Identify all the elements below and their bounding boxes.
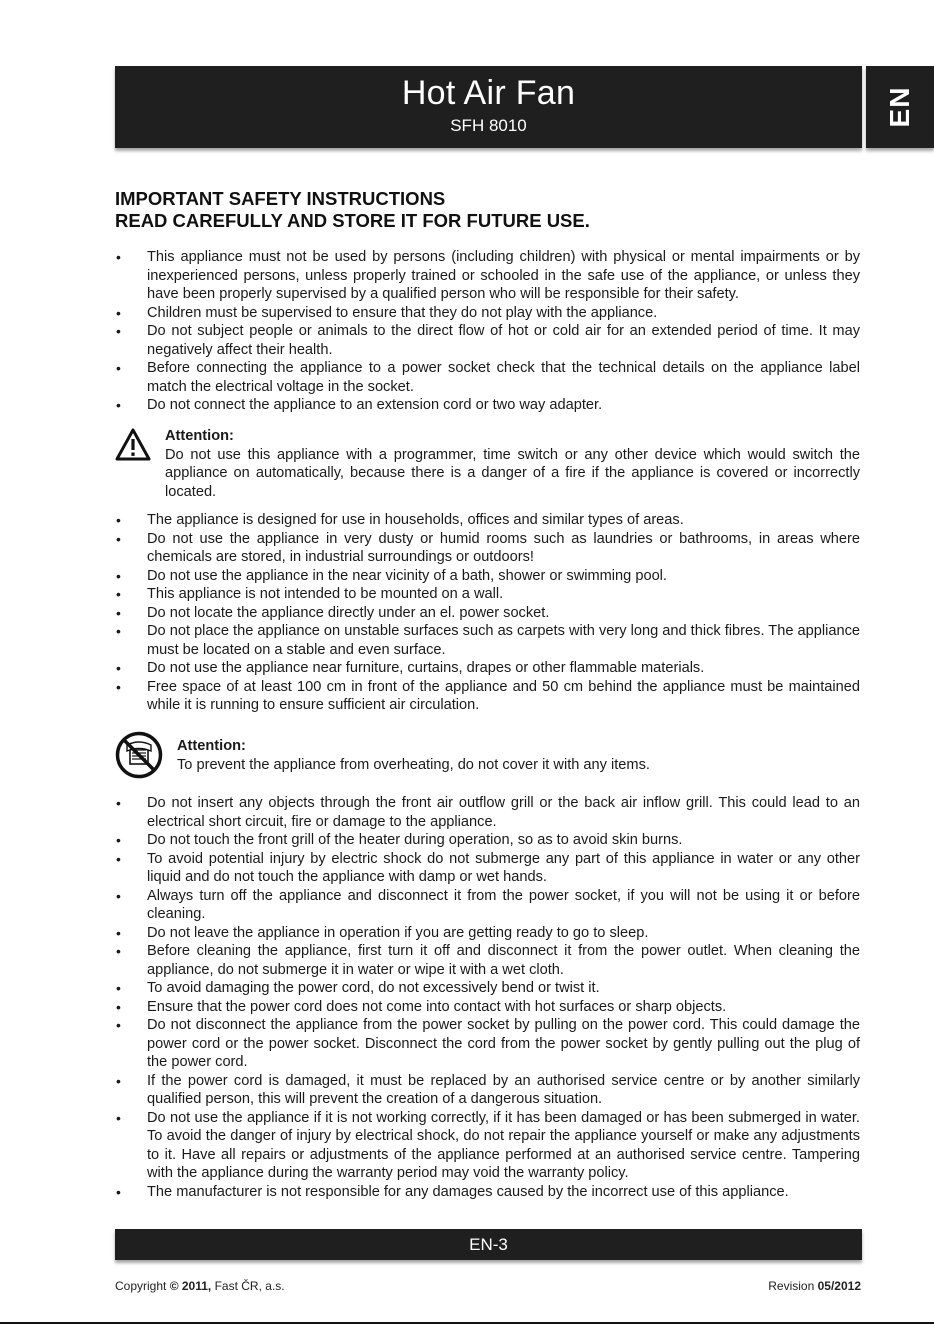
copyright-notice — [115, 1279, 285, 1293]
list-item: • Do not connect the appliance to an extension cord or two way adapter. — [115, 396, 860, 415]
safety-list-1 — [115, 248, 860, 415]
copyright-company: Fast ČR, a.s. — [214, 1279, 285, 1293]
safety-list-3 — [115, 794, 860, 1201]
safety-list-2 — [115, 511, 860, 715]
language-tab — [866, 66, 934, 148]
list-item: • To avoid potential injury by electric shock do not submerge any part of this appliance in water or any other liquid and do not touch the appliance with damp or wet hands. — [115, 850, 860, 887]
list-item: • If the power cord is damaged, it must be replaced by an authorised service centre or by another similarly qualified person, this will prevent the creation of a dangerous situation. — [115, 1072, 860, 1109]
warning-triangle-icon — [115, 428, 151, 466]
list-item: • Free space of at least 100 cm in front of the appliance and 50 cm behind the appliance must be maintained while it is running to ensure sufficient air circulation. — [115, 678, 860, 715]
list-item: • Ensure that the power cord does not come into contact with hot surfaces or sharp objects. — [115, 998, 860, 1017]
attention-notice-1 — [115, 427, 860, 501]
list-item: • This appliance must not be used by persons (including children) with physical or mental impairments or by inexperienced persons, unless properly trained or schooled in the safe use of the appliance, or unless they have been properly supervised by a qualified person who will be responsible for their safety. — [115, 248, 860, 304]
attention-title: Attention: — [177, 738, 246, 754]
copyright-year: © 2011, — [169, 1279, 212, 1293]
list-item: • Before connecting the appliance to a power socket check that the technical details on the appliance label match the electrical voltage in the socket. — [115, 359, 860, 396]
safety-heading — [115, 188, 860, 232]
do-not-cover-icon — [115, 731, 163, 784]
list-item: • Do not use the appliance in very dusty or humid rooms such as laundries or bathrooms, in areas where chemicals are stored, in industrial surroundings or outdoors! — [115, 530, 860, 567]
list-item: • Do not use the appliance near furniture, curtains, drapes or other flammable materials. — [115, 659, 860, 678]
list-item: • Do not leave the appliance in operation if you are getting ready to go to sleep. — [115, 924, 860, 943]
list-item: • Children must be supervised to ensure that they do not play with the appliance. — [115, 304, 860, 323]
revision-notice — [768, 1279, 861, 1293]
language-tab-label: EN — [884, 86, 915, 128]
list-item: • The manufacturer is not responsible for any damages caused by the incorrect use of this appliance. — [115, 1183, 860, 1202]
attention-text: Do not use this appliance with a programmer, time switch or any other device which would switch the appliance on automatically, because there is a danger of a fire if the appliance is covered or incorrectly located. — [165, 446, 860, 500]
list-item: • Do not use the appliance in the near vicinity of a bath, shower or swimming pool. — [115, 567, 860, 586]
document-title: Hot Air Fan — [401, 74, 576, 112]
revision-value: 05/2012 — [817, 1279, 861, 1293]
attention-notice-2 — [115, 737, 860, 774]
model-number: SFH 8010 — [450, 116, 527, 135]
list-item: • Always turn off the appliance and disconnect it from the power socket, if you will not be using it or before cleaning. — [115, 887, 860, 924]
safety-heading-line-2: READ CAREFULLY AND STORE IT FOR FUTURE USE. — [115, 210, 590, 231]
list-item: • Before cleaning the appliance, first turn it off and disconnect it from the power outlet. When cleaning the appliance, do not submerge it in water or wipe it with a wet cloth. — [115, 942, 860, 979]
list-item: • This appliance is not intended to be mounted on a wall. — [115, 585, 860, 604]
list-item: • Do not insert any objects through the front air outflow grill or the back air inflow grill. This could lead to an electrical short circuit, fire or damage to the appliance. — [115, 794, 860, 831]
list-item: • Do not disconnect the appliance from the power socket by pulling on the power cord. This could damage the power cord or the power socket. Disconnect the cord from the power socket by gently pulling out the plug of the power cord. — [115, 1016, 860, 1072]
list-item: • Do not place the appliance on unstable surfaces such as carpets with very long and thick fibres. The appliance must be located on a stable and even surface. — [115, 622, 860, 659]
page-number-bar — [115, 1229, 862, 1260]
attention-title: Attention: — [165, 428, 234, 444]
copyright-prefix: Copyright — [115, 1279, 167, 1293]
attention-text: To prevent the appliance from overheating, do not cover it with any items. — [177, 756, 650, 773]
list-item: • To avoid damaging the power cord, do not excessively bend or twist it. — [115, 979, 860, 998]
revision-label: Revision — [768, 1279, 815, 1293]
list-item: • The appliance is designed for use in households, offices and similar types of areas. — [115, 511, 860, 530]
list-item: • Do not touch the front grill of the heater during operation, so as to avoid skin burns. — [115, 831, 860, 850]
page-number: EN-3 — [469, 1235, 508, 1254]
safety-heading-line-1: IMPORTANT SAFETY INSTRUCTIONS — [115, 188, 446, 209]
list-item: • Do not locate the appliance directly under an el. power socket. — [115, 604, 860, 623]
list-item: • Do not subject people or animals to the direct flow of hot or cold air for an extended period of time. It may negatively affect their health. — [115, 322, 860, 359]
list-item: • Do not use the appliance if it is not working correctly, if it has been damaged or has been submerged in water. To avoid the danger of injury by electrical shock, do not repair the appliance yourself or make any adjustments to it. Have all repairs or adjustments of the appliance performed at an authorised service centre. Tampering with the appliance during the warranty period may void the warranty policy. — [115, 1109, 860, 1183]
title-banner — [115, 66, 862, 148]
